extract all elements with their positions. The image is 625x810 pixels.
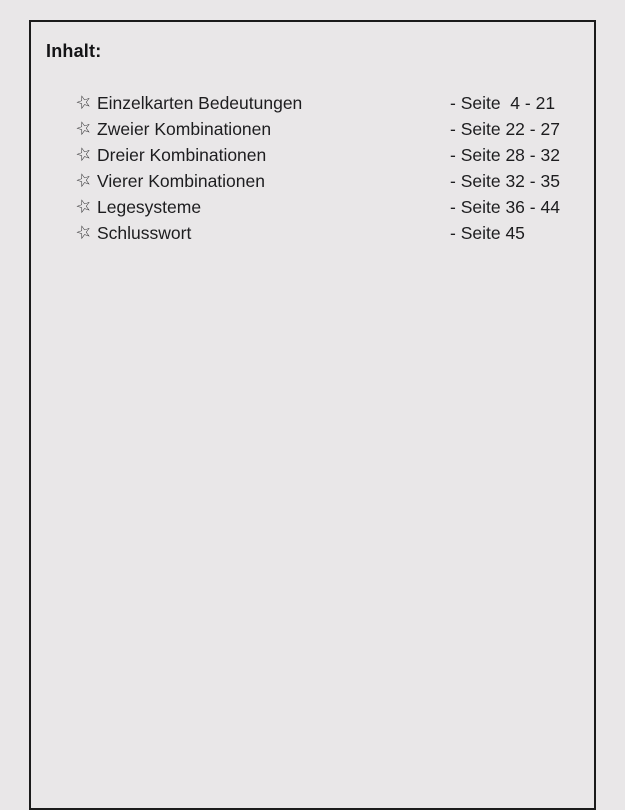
toc-item-pages: - Seite 28 - 32 — [450, 145, 560, 165]
star-bullet-icon: ☆ — [72, 220, 95, 246]
toc-list — [31, 90, 594, 246]
star-bullet-icon: ☆ — [72, 168, 95, 194]
toc-item-pages: - Seite 45 — [450, 223, 525, 243]
toc-item-label: Schlusswort — [97, 223, 192, 243]
toc-item-label: Legesysteme — [97, 197, 202, 217]
toc-item-pages: - Seite 4 - 21 — [450, 93, 556, 113]
toc-item-pages: - Seite 36 - 44 — [450, 197, 560, 217]
toc-item — [31, 142, 594, 168]
toc-item-label: Vierer Kombinationen — [97, 171, 265, 191]
content-frame — [29, 20, 596, 810]
toc-item — [31, 220, 594, 246]
page-title: Inhalt: — [46, 41, 102, 61]
toc-item-pages: - Seite 32 - 35 — [450, 171, 560, 191]
toc-item — [31, 116, 594, 142]
star-bullet-icon: ☆ — [72, 142, 95, 168]
toc-item-label: Dreier Kombinationen — [97, 145, 267, 165]
toc-item-pages: - Seite 22 - 27 — [450, 119, 560, 139]
star-bullet-icon: ☆ — [72, 116, 95, 142]
star-bullet-icon: ☆ — [72, 194, 95, 220]
toc-item-label: Einzelkarten Bedeutungen — [97, 93, 303, 113]
toc-item — [31, 194, 594, 220]
toc-item-label: Zweier Kombinationen — [97, 119, 272, 139]
toc-item — [31, 90, 594, 116]
toc-item — [31, 168, 594, 194]
star-bullet-icon: ☆ — [72, 90, 95, 116]
